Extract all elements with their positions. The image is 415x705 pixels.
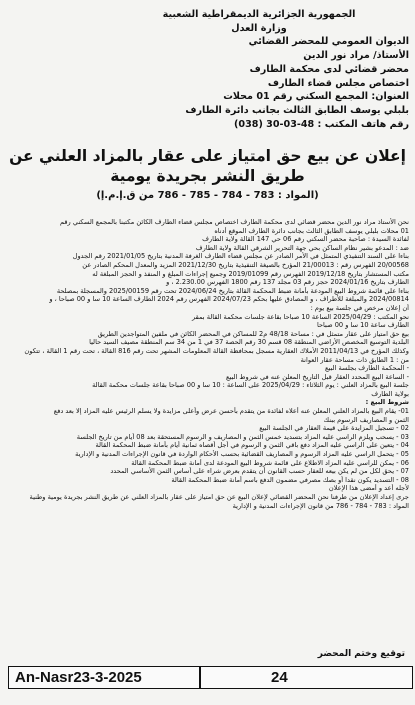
notice-body xyxy=(10,218,409,510)
signature-label: توقيع وختم المحضر xyxy=(317,649,405,659)
header-line: وزارة العدل xyxy=(231,22,287,34)
body-line: 07 - يحق لكل من لم يكن بيعه للعقار حسب القانون أن يتقدم بعرض شراء على أساس الثمن الأساسي المحدد xyxy=(110,467,409,476)
body-line: 04 - يتعين على الراسي عليه المزاد دفع باقي الثمن و الرسوم في أجل أقصاه ثمانية أيام بأمانة ضبط المحكمة القالة xyxy=(95,441,409,450)
body-line: جلسة البيع بالمزاد العلني : يوم الثلاثاء : 2025/04/29 على الساعة : 10 سا و 00 صباحا بقاعة جلسات محكمة القالة xyxy=(92,381,409,390)
body-line: نحن الأستاذ مراد نور الدين محضر قضائي لدى محكمة الطارف اختصاص مجلس قضاء الطارف الكائن مكتبنا بالمجمع السكني رقم xyxy=(60,218,409,226)
page-number: 24 xyxy=(271,669,288,686)
body-line: 05 - يتحمل الراسي عليه المزاد الرسوم و المصاريف القضائية بحسب الأحكام الواردة في قانون الإجراءات المدنية و الإدارية xyxy=(75,450,409,459)
body-line: ضد : المدعو بشير نظام الساكن بحي جهة التحرير الشرقي القالة ولاية الطارف xyxy=(195,243,409,252)
body-line: 02 - تسجيل المزايدة على قيمة العقار في الجلسة البيع xyxy=(259,424,409,433)
header-line: رقم هاتف المكتب : 48-03-30 (038) xyxy=(234,118,409,130)
body-line: لفائدة السيدة : صاحبة محضر السكني رقم 06 حي 147 القالة ولاية الطارف xyxy=(202,235,409,244)
body-line: وكذلك المؤرخ في 2011/04/13 الأملاك العقارية مسجل بمحافظة القالة المعلومات المشهر تحت رقم 816 القالة ، تحت رقم 1 القالة ، تتكون xyxy=(24,346,409,355)
bailiff-letterhead xyxy=(109,8,409,131)
body-line: نحو المكتب : 2025/04/29 الساعة 10 صباحا بقاعة جلسات محكمة القالة بمقر xyxy=(192,312,409,321)
body-line: 08 - التسديد يكون نقدا أو بصك مصرفي مضمون الدفع باسم أمانة ضبط المحكمة القالة xyxy=(171,475,409,484)
body-line: 06 - يمكن للراسي عليه المزاد الاطلاع على قائمة شروط البيع المودعة لدى أمانة ضبط المحكمة القالة xyxy=(131,458,409,467)
body-line: جرى إعداد الإعلان من طرفنا نحن المحضر القضائي لإعلان البيع عن حق امتياز على عقار بالمزاد العلني عن طريق النشر بجريدة يومية وطنية xyxy=(29,493,409,501)
header-line: الجمهورية الجزائرية الديمقراطية الشعبية xyxy=(162,9,356,20)
body-line: بناءا على السند التنفيذي المتمثل في الأمر الصادر عن مجلس قضاء الطارف الغرفة المدنية بتاريخ 2021/01/05 رقم الجدول xyxy=(72,252,409,261)
body-line: 01 محلات بلبلي يوسف الطابق الثالث بجانب دائرة الطارف الموقع أدناه xyxy=(214,226,409,235)
body-line: لأجله أعد و أمضى هذا الإعلان xyxy=(328,484,409,493)
legal-reference: (المواد : 783 - 784 - 785 - 786 من ق.إ.م.إ) xyxy=(96,190,319,201)
footer-divider xyxy=(199,667,201,688)
notice-title: إعلان عن بيع حق امتياز على عقار بالمزاد العلني عن طريق النشر بجريدة يومية xyxy=(9,147,406,185)
header-line: الأستاذ/ مراد نور الدين xyxy=(303,50,409,62)
body-line: - الساعة البيع المحدد العقار قبل التاريخ المعلن عنه في شروط البيع xyxy=(226,372,409,381)
body-line: شروط البيع : xyxy=(365,398,409,407)
body-line: 03 - يسحب ويلزم الراسي عليه المزاد بتسديد خمس الثمن و المصاريف و الرسوم المستحقة بعد 08 أيام من تاريخ الجلسة xyxy=(76,432,409,441)
publication-date: An-Nasr23-3-2025 xyxy=(15,669,142,686)
body-line: الطارف ساعة 10 سا و 00 صباحا xyxy=(316,321,409,330)
header-line: بلبلي يوسف الطابق الثالث بجانب دائرة الطارف xyxy=(185,104,409,116)
body-line: 20/00568 الفهرس رقم : 21/00013 المؤرخ بالصيغة التنفيذية بتاريخ 2021/12/30 المزيد والمعدل المحكم الصادر عن xyxy=(82,260,409,269)
header-line: محضر قضائي لدى محكمة الطارف xyxy=(249,63,409,75)
page-footer xyxy=(8,666,413,689)
header-line: اختصاص مجلس قضاء الطارف xyxy=(267,77,409,89)
body-line: الطارف بتاريخ 2024/01/16 حجز رقم 03 مجلد 137 رقم 1800 الفهرس 2.230.00 ، و xyxy=(166,278,409,287)
body-line: 01- يقام البيع بالمزاد العلني المعلن عنه أعلاه لفائدة من يتقدم بأحسن عرض وأعلى مزايدة ولا يسلم الرئيس عليه المزاد إلا بعد دفع xyxy=(53,407,409,416)
header-line: الديوان العمومي للمحضر القضائي xyxy=(248,36,409,48)
body-line: المواد : 783 - 784 - 786 من قانون الإجراءات المدنية و الإدارية xyxy=(232,501,409,510)
body-line: - المحكمة الطارف بجلسة البيع xyxy=(325,364,409,373)
body-line: 2024/00814 والمبلغة للأطراف ، و المصادق عليها بحكم 2024/07/23 الفهرس رقم 2024 الطارف الساعة 10 سا و 00 صباحا ، و xyxy=(49,295,409,304)
header-line: العنوان: المجمع السكني رقم 01 محلات xyxy=(223,91,409,103)
body-line: من : 1 الطابق ذات مساحة عقار العوانة xyxy=(300,355,409,364)
body-line: أن إعلان مرخص في جلسة بيع يوم : xyxy=(310,303,409,312)
body-line: مكتب المستشار بتاريخ 2019/12/18 الفهرس رقم 2019/01099 وجميع إجراءات المبلغ و المنفذ و الحجز المبلغة له xyxy=(92,269,409,278)
body-line: بولاية الطارف xyxy=(371,389,409,398)
body-line: بيع حق امتياز على عقار متمثل في : مساحة 48/18 م2 للمساكن في المحضر الكائن في ملفين المتواجدين الطريق xyxy=(97,329,409,338)
body-line: الثمن و المصاريف الرسوم ببنك xyxy=(323,415,409,424)
body-line: البلدية التوسيع المخصص الأراضي المنطقة 08 قسم 30 رقم الحصة 37 في 1 من 34 سم المنطقة مصيف السيد حاليا xyxy=(89,338,409,347)
body-line: بناءا على قائمة شروط البيع المودعة بأمانة ضبط المحكمة القالة بتاريخ 2024/06/24 تحت رقم 2025/00159 والمسجلة بمصلحة xyxy=(56,286,409,295)
